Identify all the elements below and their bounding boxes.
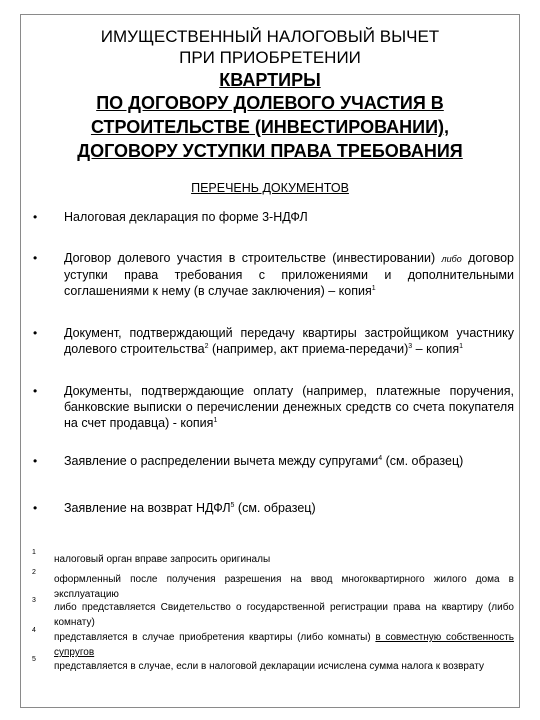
footnote-number: 4	[32, 627, 36, 634]
documents-list-heading: ПЕРЕЧЕНЬ ДОКУМЕНТОВ	[191, 181, 349, 195]
footnote	[54, 630, 514, 660]
list-item-text: (см. образец)	[385, 454, 464, 468]
footnote-text: налоговый орган вправе запросить оригиналы	[54, 554, 271, 565]
bullet-icon: •	[33, 501, 38, 515]
bullet-icon: •	[33, 251, 38, 265]
list-item-text: (см. образец)	[237, 501, 316, 515]
footnote	[54, 572, 514, 602]
footnote-ref: 1	[213, 416, 218, 424]
list-item-text: Заявление на возврат НДФЛ	[64, 501, 231, 515]
list-item-text: Заявление о распределении вычета между супругами	[64, 454, 379, 468]
footnote-ref: 2	[204, 342, 209, 350]
list-item-text: Документ, подтверждающий передачу квартиры застройщиком участнику долевого строительства	[64, 326, 514, 356]
list-item	[64, 453, 514, 469]
footnote-number: 3	[32, 597, 36, 604]
title-line-3: КВАРТИРЫ	[219, 70, 321, 90]
bullet-icon: •	[33, 326, 38, 340]
footnote-text: оформленный после получения разрешения на ввод многоквартирного жилого дома в эксплуатацию	[54, 574, 514, 600]
footnote-text: представляется в случае, если в налоговой декларации исчислена сумма налога к возврату	[54, 661, 485, 672]
list-item-text: Договор долевого участия в строительстве (инвестировании)	[64, 251, 436, 265]
list-item	[64, 500, 514, 516]
list-item	[64, 250, 514, 299]
footnote	[54, 659, 514, 674]
list-item-text: – копия	[415, 342, 460, 356]
list-item-text: Документы, подтверждающие оплату (например, платежные поручения, банковские выписки о перечислении денежных средств со счета покупателя на счет продавца) - копия	[64, 384, 514, 430]
footnote-ref: 1	[459, 342, 464, 350]
footnote-number: 2	[32, 569, 36, 576]
footnote-text: либо представляется Свидетельство о государственной регистрации права на квартиру (либо комнату)	[54, 602, 514, 628]
title-line-2: ПРИ ПРИОБРЕТЕНИИ	[179, 48, 361, 67]
bullet-icon: •	[33, 210, 38, 224]
list-item	[64, 209, 514, 225]
footnote-ref: 3	[408, 342, 413, 350]
list-item-text: договор уступки права требования с приложениями и дополнительными соглашениями к нему (в случае заключения) – копия	[64, 251, 514, 298]
footnote-ref: 1	[371, 284, 376, 292]
list-item	[64, 325, 514, 357]
footnote-text: представляется в случае приобретения квартиры (либо комнаты)	[54, 632, 371, 643]
footnote-number: 1	[32, 549, 36, 556]
title-line-5: СТРОИТЕЛЬСТВЕ (ИНВЕСТИРОВАНИИ),	[90, 117, 450, 137]
footnote-underlined-text: в совместную собственность супругов	[54, 632, 515, 658]
list-item-text: Налоговая декларация по форме 3-НДФЛ	[64, 210, 308, 224]
list-item-text: (например, акт приема-передачи)	[212, 342, 409, 356]
footnote-ref: 4	[378, 454, 383, 462]
footnote	[54, 600, 514, 630]
list-item	[64, 383, 514, 431]
list-item-small-text: либо	[441, 254, 462, 264]
footnote	[54, 552, 514, 567]
title-line-6: ДОГОВОРУ УСТУПКИ ПРАВА ТРЕБОВАНИЯ	[77, 141, 463, 161]
footnote-ref: 5	[230, 501, 235, 509]
title-line-4: ПО ДОГОВОРУ ДОЛЕВОГО УЧАСТИЯ В	[96, 93, 444, 113]
footnote-number: 5	[32, 656, 36, 663]
bullet-icon: •	[33, 454, 38, 468]
title-line-1: ИМУЩЕСТВЕННЫЙ НАЛОГОВЫЙ ВЫЧЕТ	[100, 27, 440, 46]
bullet-icon: •	[33, 384, 38, 398]
